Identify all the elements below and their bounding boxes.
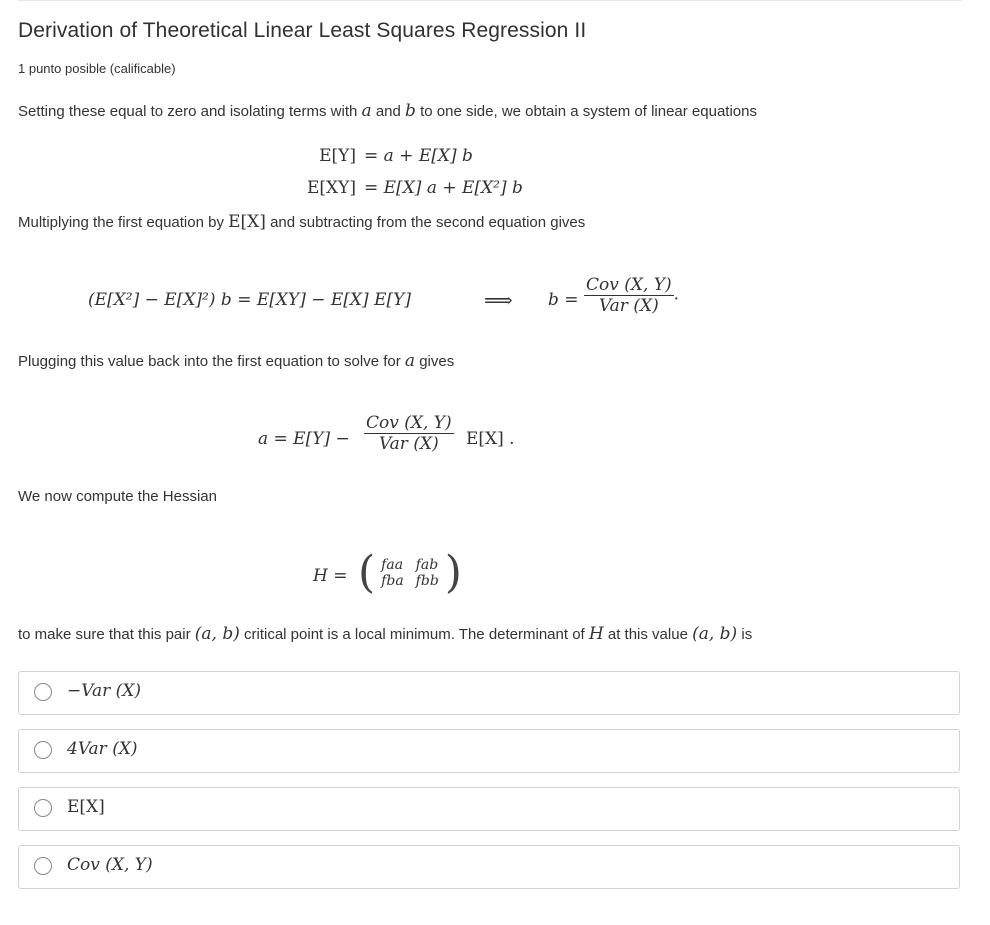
eq4-denominator: Var (X) xyxy=(378,434,439,454)
radio-button[interactable] xyxy=(34,799,52,817)
radio-button[interactable] xyxy=(34,857,52,875)
eq3-left: (E[X²] − E[X]²) b = E[XY] − E[X] E[Y] xyxy=(88,290,411,310)
radio-button[interactable] xyxy=(34,683,52,701)
choice-label: E[X] xyxy=(67,797,105,817)
choice-option-3[interactable] xyxy=(18,787,960,831)
eq3-fraction: $\frac{\text{Cov (X, Y)}}{\text{Var (X)}}$ . xyxy=(586,275,680,316)
hessian-matrix: ( faa fab fba fbb ) xyxy=(358,547,462,598)
matrix-fba: fba xyxy=(381,572,404,589)
matrix-fbb: fbb xyxy=(415,572,439,589)
eq4-fraction xyxy=(364,413,454,454)
eq2-rhs: = E[X] a + E[X²] b xyxy=(364,178,523,198)
hessian-label: H = xyxy=(313,566,348,586)
choice-label: Cov (X, Y) xyxy=(67,855,153,875)
eq3-b: b = xyxy=(548,290,579,310)
paragraph-3: Plugging this value back into the first equation to solve for a gives xyxy=(18,351,455,371)
matrix-fab: fab xyxy=(415,556,439,573)
eq2-lhs: E[XY] xyxy=(307,178,356,198)
points-label: 1 punto posible (calificable) xyxy=(18,61,176,76)
eq1-rhs: = a + E[X] b xyxy=(364,146,473,166)
radio-button[interactable] xyxy=(34,741,52,759)
paragraph-4: We now compute the Hessian xyxy=(18,488,217,505)
problem-title: Derivation of Theoretical Linear Least Squares Regression II xyxy=(18,19,587,42)
eq4-left: a = E[Y] − xyxy=(258,429,350,449)
eq4-numerator: Cov (X, Y) xyxy=(366,413,452,433)
paragraph-2: Multiplying the first equation by E[X] and subtracting from the second equation gives xyxy=(18,212,586,232)
eq4-right: E[X] . xyxy=(466,429,515,449)
choice-label: 4Var (X) xyxy=(67,739,138,759)
paragraph-5: to make sure that this pair (a, b) critical point is a local minimum. The determinant of H at this value (a, b) is xyxy=(18,624,753,644)
eq3-denominator: Var (X) xyxy=(598,296,659,316)
eq3-numerator: Cov (X, Y) xyxy=(586,275,672,295)
matrix-faa: faa xyxy=(381,556,404,573)
choice-option-4[interactable] xyxy=(18,845,960,889)
choice-option-1[interactable] xyxy=(18,671,960,715)
choice-option-2[interactable] xyxy=(18,729,960,773)
eq3-arrow: ⟹ xyxy=(484,288,513,312)
choice-label: −Var (X) xyxy=(67,681,141,701)
top-divider xyxy=(18,0,962,1)
eq1-lhs: E[Y] xyxy=(319,146,356,166)
paragraph-1: Setting these equal to zero and isolating terms with a and b to one side, we obtain a system of linear equations xyxy=(18,101,757,121)
